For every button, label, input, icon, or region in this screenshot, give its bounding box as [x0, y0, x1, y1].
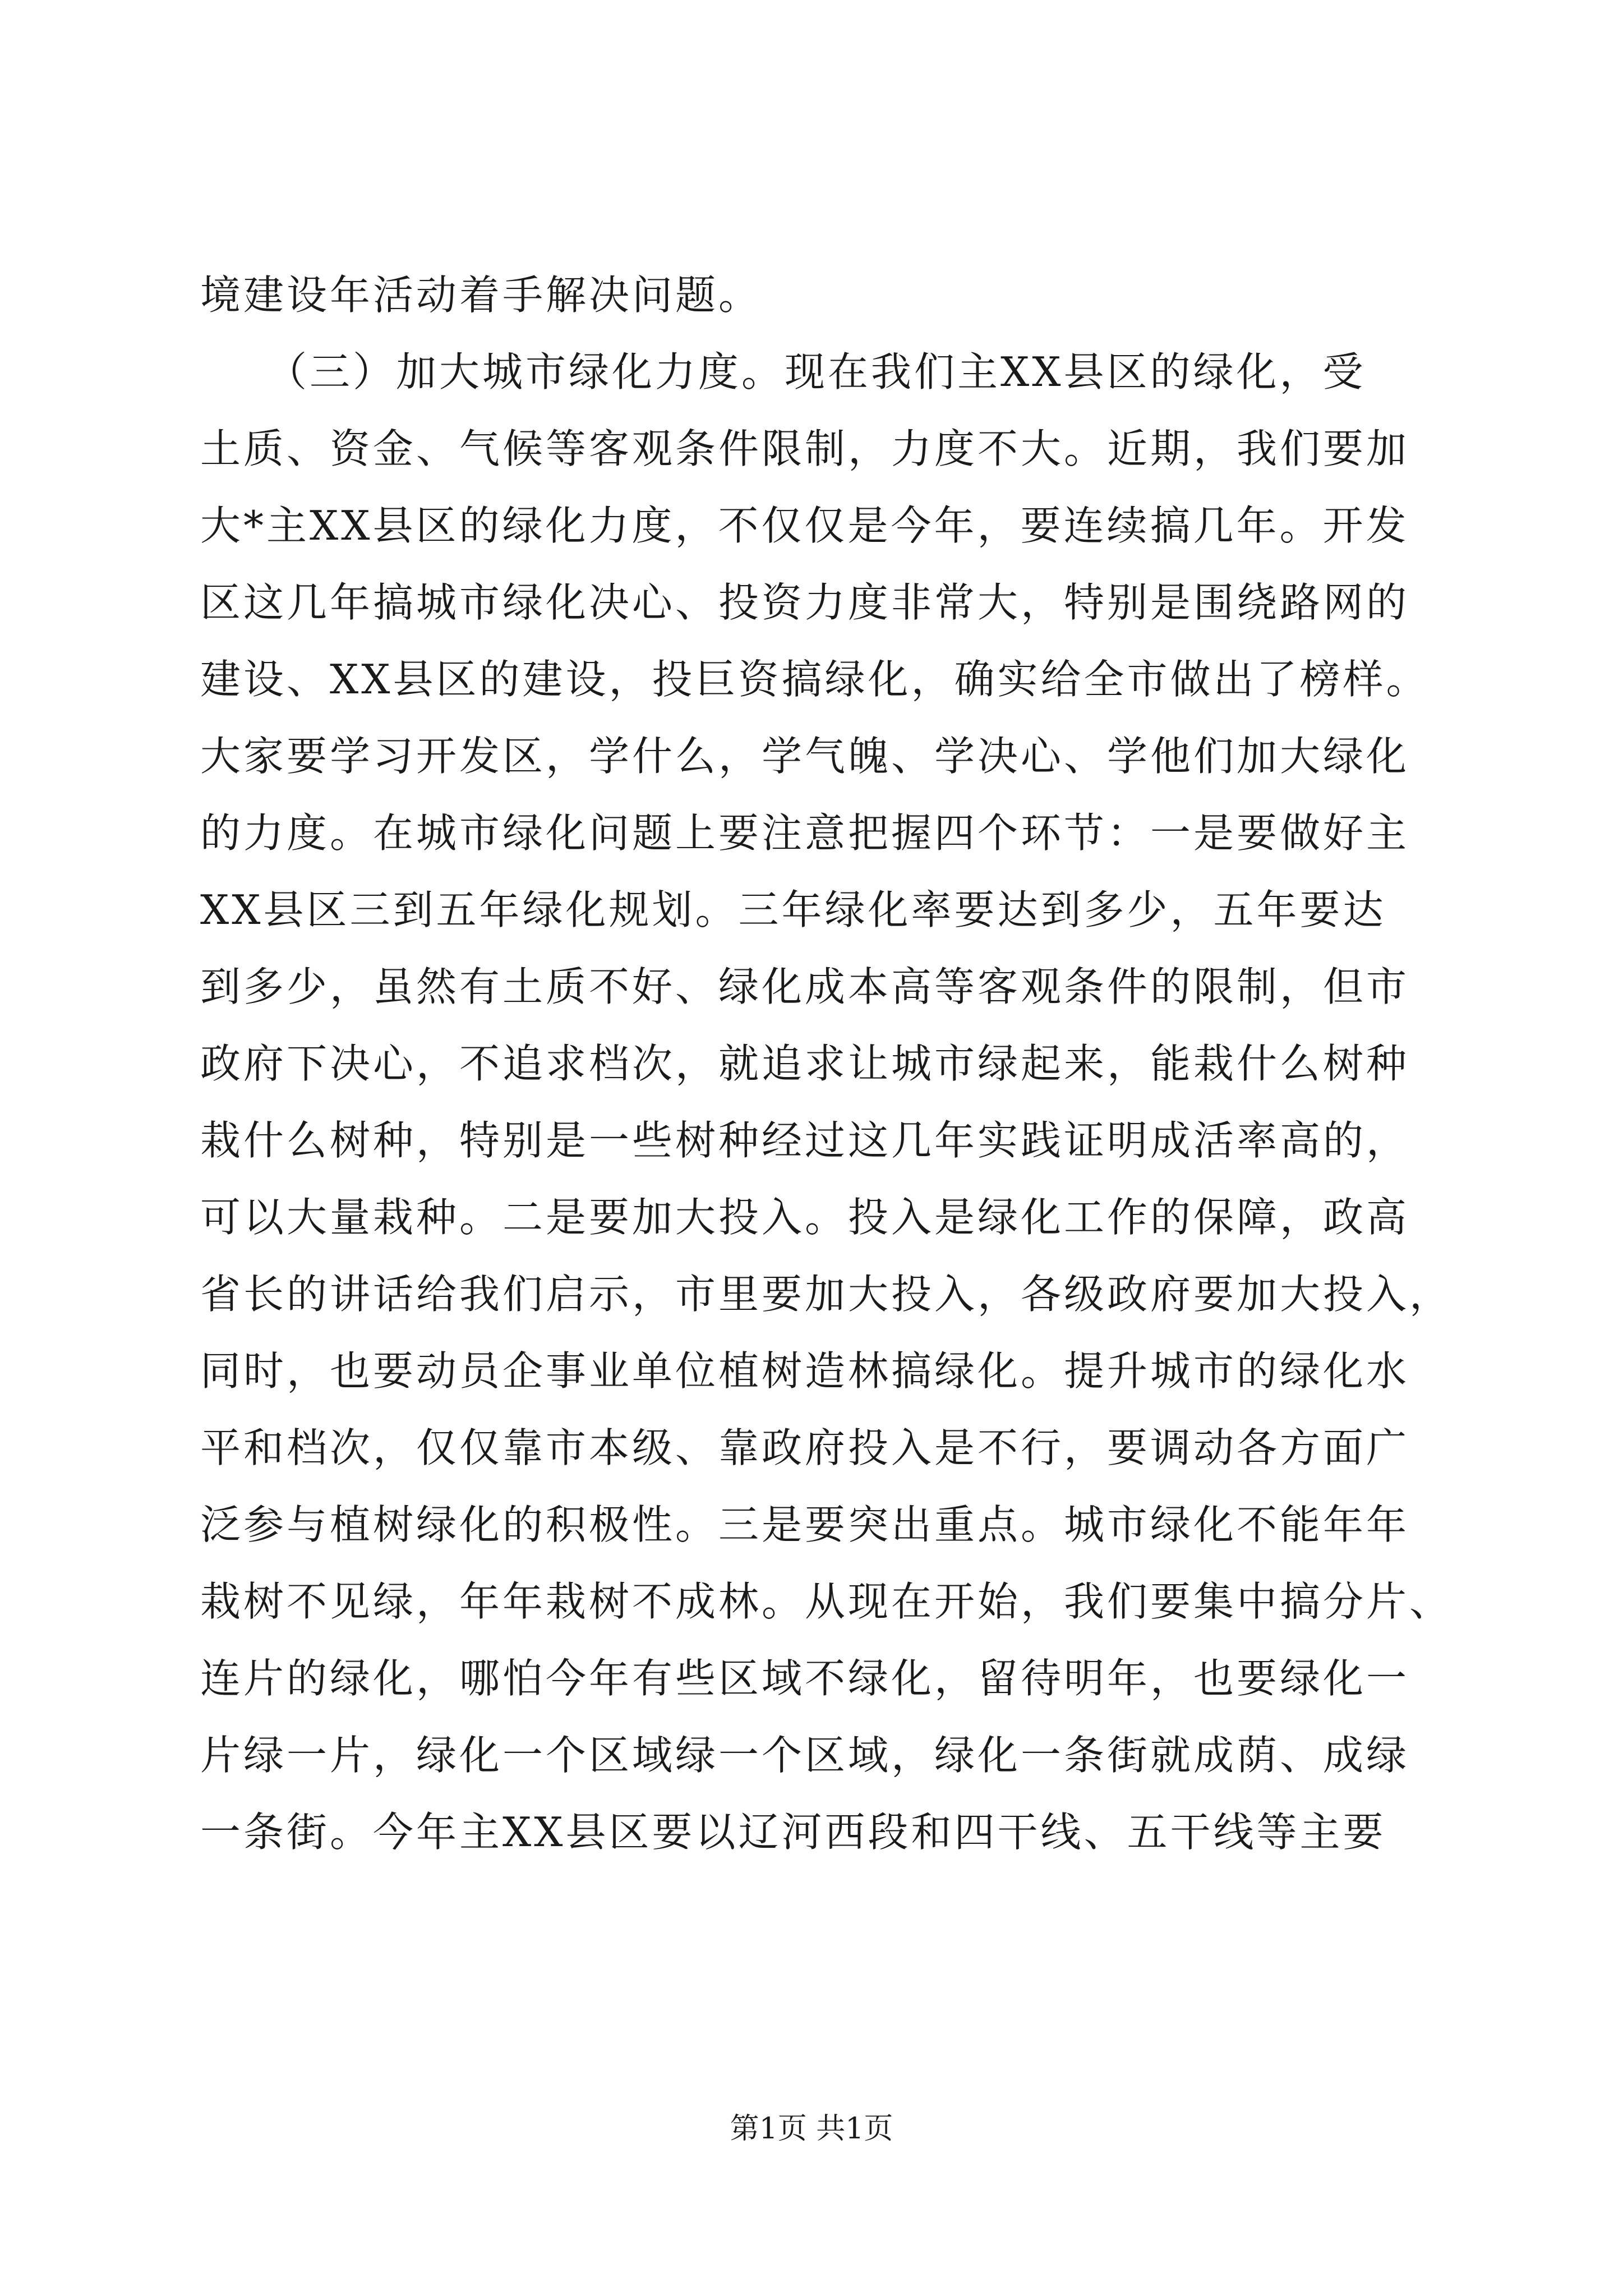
text-line: 土质、资金、气候等客观条件限制，力度不大。近期，我们要加	[200, 425, 1410, 472]
text-line: 大*主XX县区的绿化力度，不仅仅是今年，要连续搞几年。开发	[200, 502, 1409, 549]
text-line: 的力度。在城市绿化问题上要注意把握四个环节：一是要做好主	[200, 809, 1410, 857]
text-line: 省长的讲话给我们启示，市里要加大投入，各级政府要加大投入，	[200, 1271, 1453, 1318]
text-line: 泛参与植树绿化的积极性。三是要突出重点。城市绿化不能年年	[200, 1501, 1410, 1548]
text-line: 境建设年活动着手解决问题。	[200, 272, 762, 319]
text-line: 片绿一片，绿化一个区域绿一个区域，绿化一条街就成荫、成绿	[200, 1732, 1410, 1779]
text-line: XX县区三到五年绿化规划。三年绿化率要达到多少，五年要达	[200, 886, 1386, 933]
page-footer: 第1页 共1页	[730, 2112, 893, 2146]
text-line: 栽什么树种，特别是一些树种经过这几年实践证明成活率高的，	[200, 1117, 1410, 1164]
text-line: 到多少，虽然有土质不好、绿化成本高等客观条件的限制，但市	[200, 963, 1410, 1010]
text-line: 连片的绿化，哪怕今年有些区域不绿化，留待明年，也要绿化一	[200, 1655, 1410, 1702]
text-line: 建设、XX县区的建设，投巨资搞绿化，确实给全市做出了榜样。	[200, 656, 1430, 703]
text-line: 政府下决心，不追求档次，就追求让城市绿起来，能栽什么树种	[200, 1040, 1410, 1087]
text-line: 可以大量栽种。二是要加大投入。投入是绿化工作的保障，政高	[200, 1194, 1410, 1241]
body-text	[200, 257, 1453, 1871]
text-line: 区这几年搞城市绿化决心、投资力度非常大，特别是围绕路网的	[200, 579, 1410, 626]
text-line: 栽树不见绿，年年栽树不成林。从现在开始，我们要集中搞分片、	[200, 1578, 1453, 1625]
text-line: 平和档次，仅仅靠市本级、靠政府投入是不行，要调动各方面广	[200, 1424, 1410, 1471]
text-line: 大家要学习开发区，学什么，学气魄、学决心、学他们加大绿化	[200, 733, 1410, 780]
text-line: （三）加大城市绿化力度。现在我们主XX县区的绿化，受	[200, 348, 1366, 395]
text-line: 同时，也要动员企事业单位植树造林搞绿化。提升城市的绿化水	[200, 1347, 1410, 1395]
text-line: 一条街。今年主XX县区要以辽河西段和四干线、五干线等主要	[200, 1809, 1386, 1856]
